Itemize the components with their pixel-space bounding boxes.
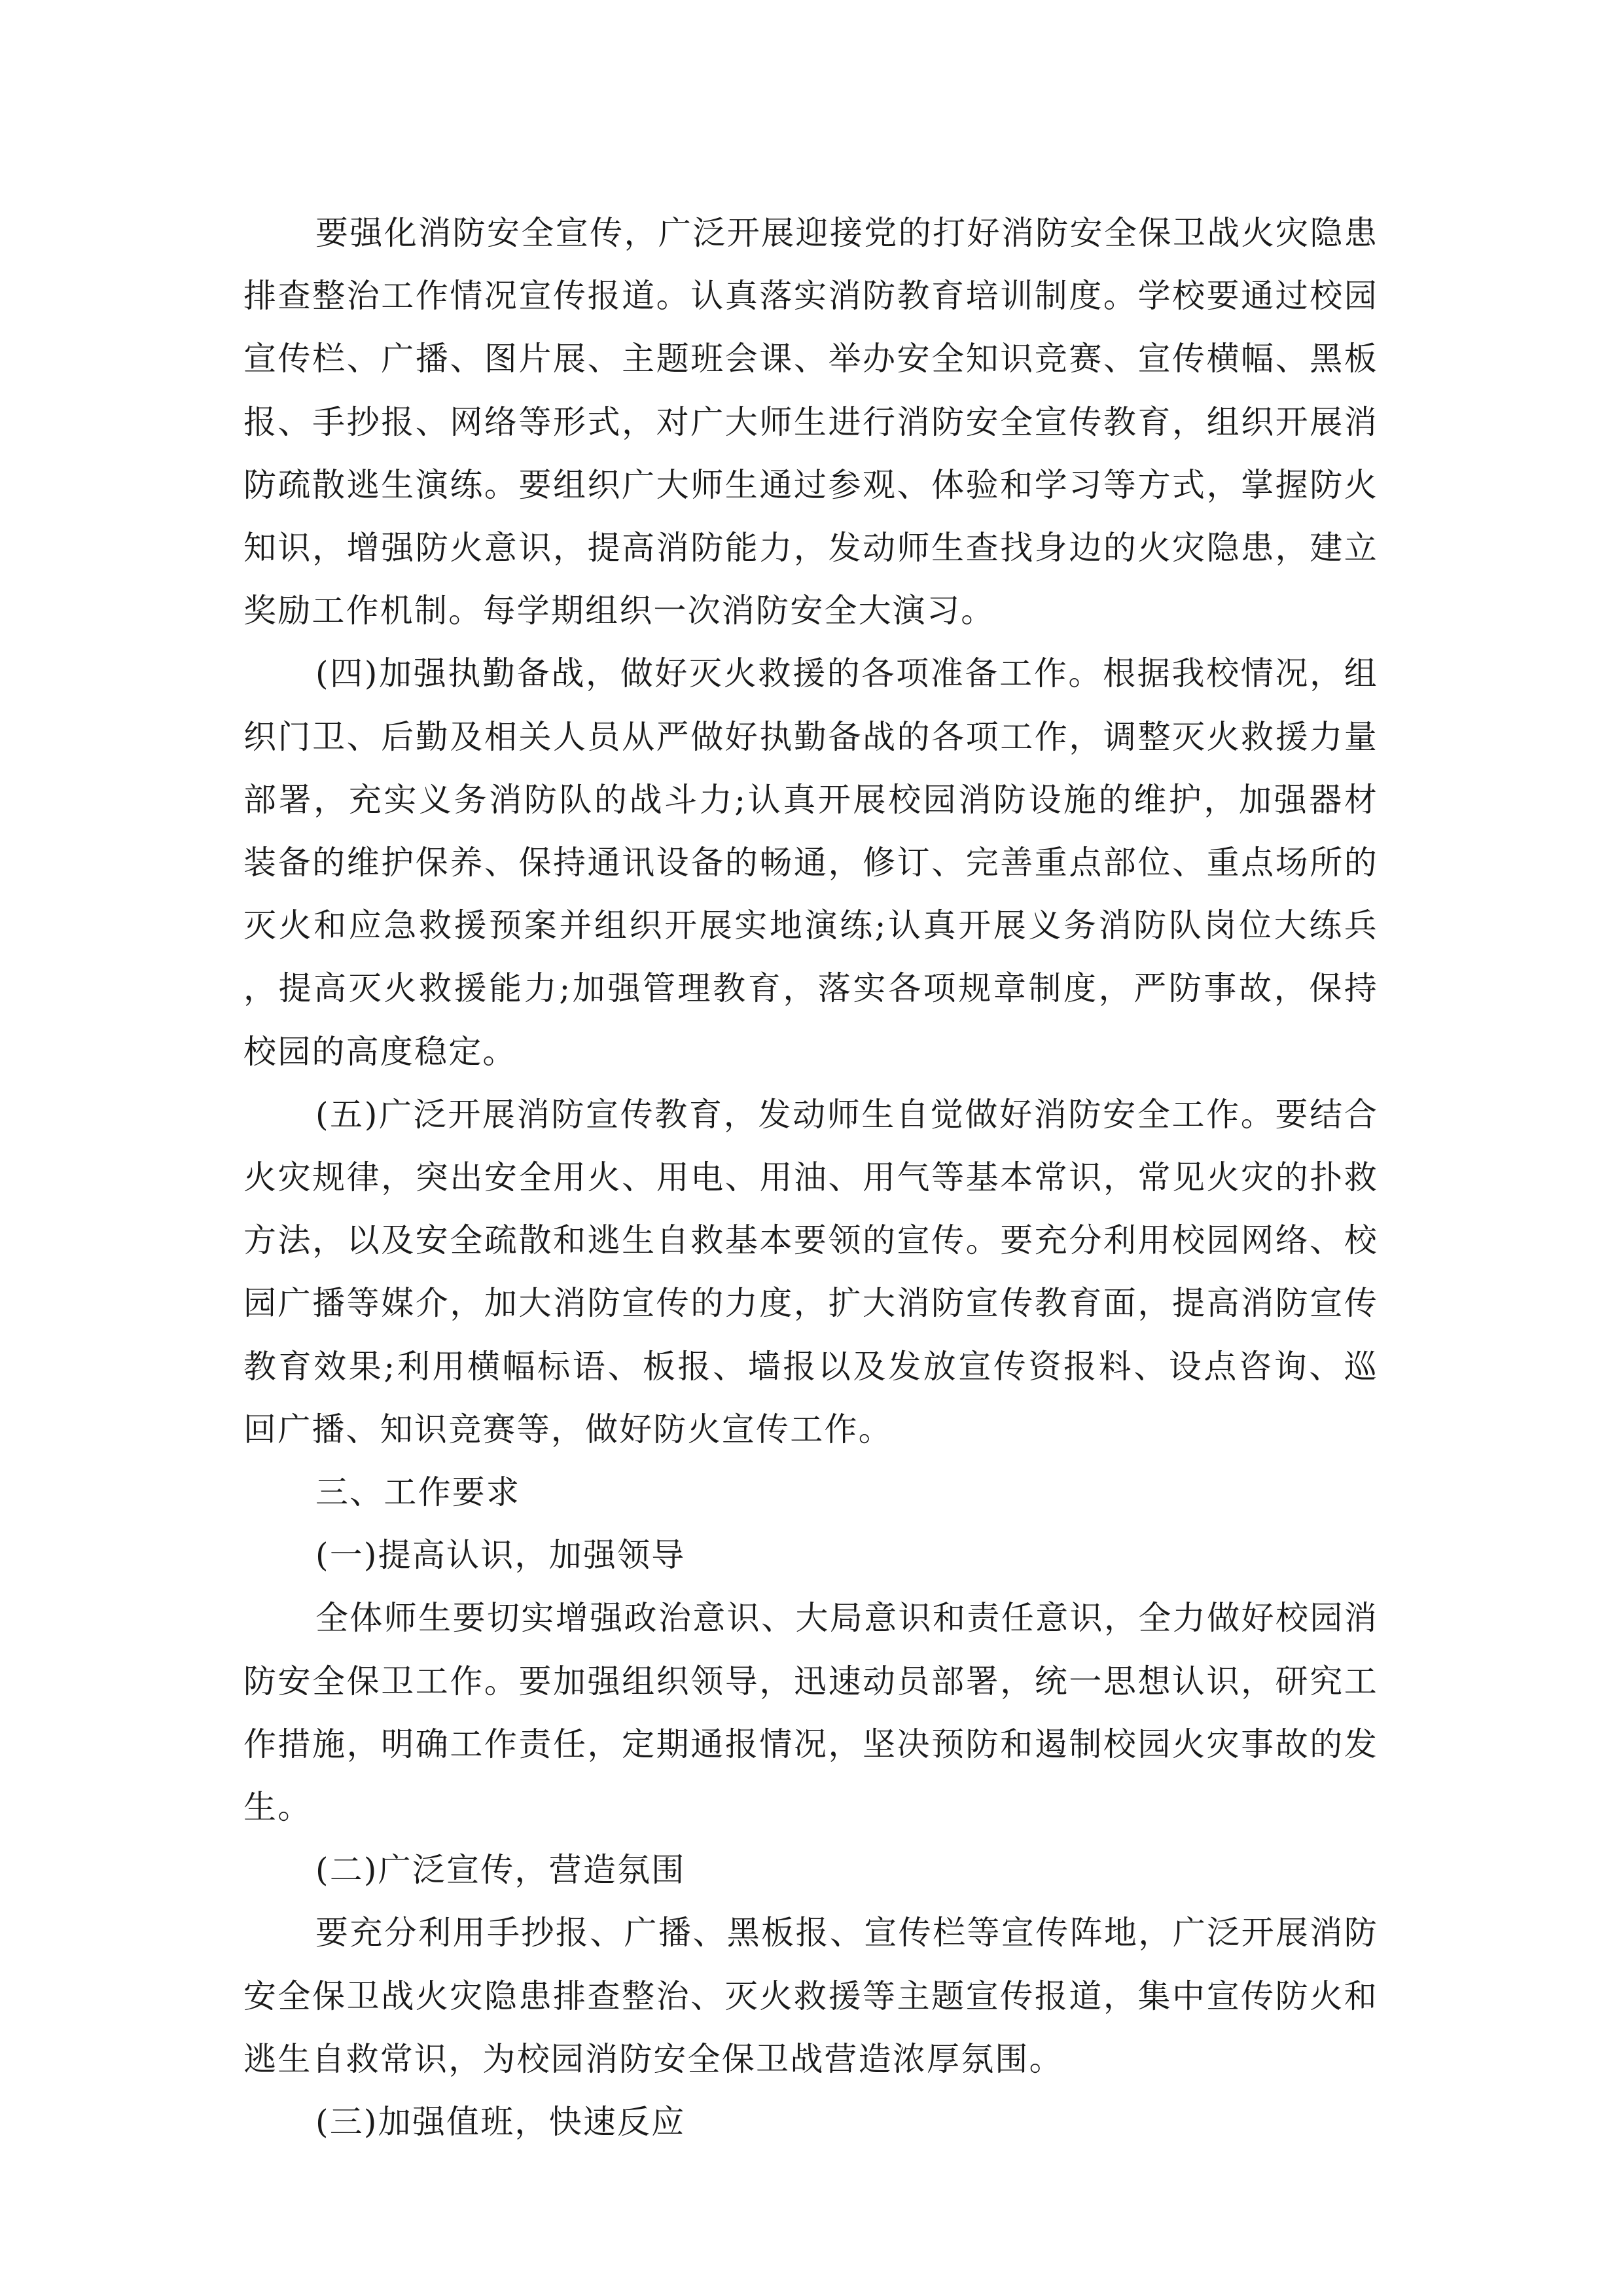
document-body xyxy=(243,202,1378,2153)
body-paragraph: 要充分利用手抄报、广播、黑板报、宣传栏等宣传阵地，广泛开展消防安全保卫战火灾隐患排查整治、灭火救援等主题宣传报道，集中宣传防火和逃生自救常识，为校园消防安全保卫战营造浓厚氛围。 xyxy=(243,1914,1378,2078)
subsection-heading: (二)广泛宣传，营造氛围 xyxy=(315,1851,686,1890)
body-paragraph: 要强化消防安全宣传，广泛开展迎接党的打好消防安全保卫战火灾隐患排查整治工作情况宣传报道。认真落实消防教育培训制度。学校要通过校园宣传栏、广播、图片展、主题班会课、举办安全知识竞赛、宣传横幅、黑板报、手抄报、网络等形式，对广大师生进行消防安全宣传教育，组织开展消防疏散逃生演练。要组织广大师生通过参观、体验和学习等方式，掌握防火知识，增强防火意识，提高消防能力，发动师生查找身边的火灾隐患，建立奖励工作机制。每学期组织一次消防安全大演习。 xyxy=(243,214,1378,630)
subsection-heading: (一)提高认识，加强领导 xyxy=(315,1536,686,1575)
body-paragraph: (五)广泛开展消防宣传教育，发动师生自觉做好消防安全工作。要结合火灾规律，突出安全用火、用电、用油、用气等基本常识，常见火灾的扑救方法，以及安全疏散和逃生自救基本要领的宣传。要充分利用校园网络、校园广播等媒介，加大消防宣传的力度，扩大消防宣传教育面，提高消防宣传教育效果;利用横幅标语、板报、墙报以及发放宣传资报料、设点咨询、巡回广播、知识竞赛等，做好防火宣传工作。 xyxy=(243,1095,1378,1448)
body-paragraph: (四)加强执勤备战，做好灭火救援的各项准备工作。根据我校情况，组织门卫、后勤及相关人员从严做好执勤备战的各项工作，调整灭火救援力量部署，充实义务消防队的战斗力;认真开展校园消防设施的维护，加强器材装备的维护保养、保持通讯设备的畅通，修订、完善重点部位、重点场所的灭火和应急救援预案并组织开展实地演练;认真开展义务消防队岗位大练兵，提高灭火救援能力;加强管理教育，落实各项规章制度，严防事故，保持校园的高度稳定。 xyxy=(243,655,1378,1071)
section-heading: 三、工作要求 xyxy=(315,1473,521,1512)
subsection-heading: (三)加强值班，快速反应 xyxy=(315,2103,686,2142)
body-paragraph: 全体师生要切实增强政治意识、大局意识和责任意识，全力做好校园消防安全保卫工作。要加强组织领导，迅速动员部署，统一思想认识，研究工作措施，明确工作责任，定期通报情况，坚决预防和遏制校园火灾事故的发生。 xyxy=(243,1599,1378,1827)
